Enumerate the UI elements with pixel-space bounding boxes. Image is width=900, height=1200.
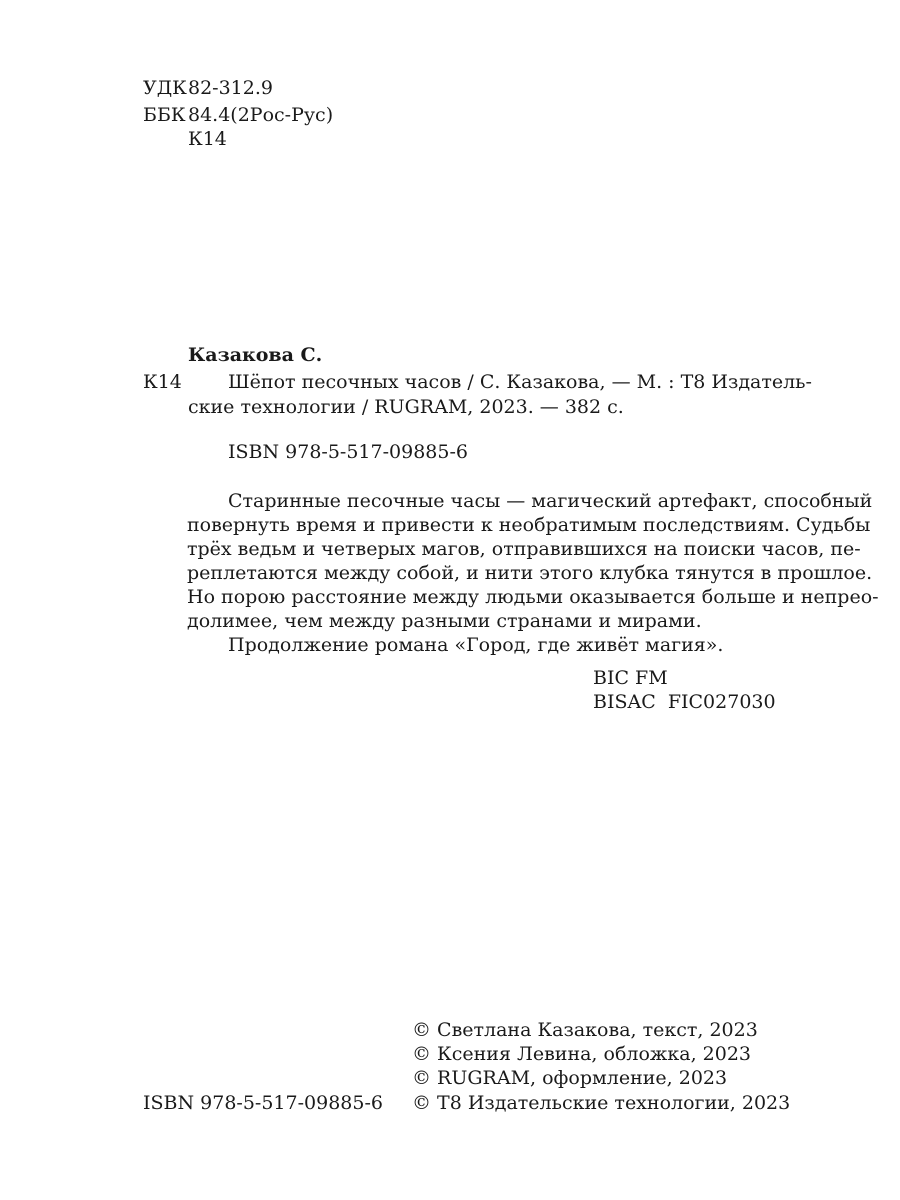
udk-value: 82-312.9 [188, 77, 273, 99]
bbk-value: 84.4(2Рос-Рус) [188, 104, 334, 126]
bic-code: BIC FM [593, 667, 668, 689]
footer-isbn: ISBN 978-5-517-09885-6 [143, 1092, 383, 1114]
copyright-publisher: © Т8 Издательские технологии, 2023 [412, 1092, 791, 1114]
bbk-line [143, 104, 333, 126]
annotation-continuation: Продолжение романа «Город, где живёт магия». [228, 634, 724, 656]
description-line-1: Шёпот песочных часов / С. Казакова, — М. : Т8 Издатель- [228, 371, 812, 393]
bisac-code: BISAC FIC027030 [593, 691, 776, 713]
description-line-2: ские технологии / RUGRAM, 2023. — 382 с. [188, 396, 624, 418]
annotation-line-1: Старинные песочные часы — магический артефакт, способный [228, 490, 873, 512]
annotation-line-3: трёх ведьм и четверых магов, отправившихся на поиски часов, пе- [187, 538, 861, 560]
copyright-design: © RUGRAM, оформление, 2023 [412, 1067, 728, 1089]
annotation-line-6: долимее, чем между разными странами и мирами. [187, 610, 702, 632]
side-mark: К14 [143, 371, 182, 393]
bbk-label: ББК [143, 104, 186, 126]
copyright-author: © Светлана Казакова, текст, 2023 [412, 1019, 758, 1041]
udk-line [143, 77, 273, 99]
isbn-record: ISBN 978-5-517-09885-6 [228, 441, 468, 463]
annotation-line-4: реплетаются между собой, и нити этого клубка тянутся в прошлое. [187, 562, 873, 584]
annotation-line-5: Но порою расстояние между людьми оказывается больше и непрео- [187, 586, 879, 608]
author-mark: К14 [188, 128, 227, 150]
udk-label: УДК [143, 77, 187, 99]
author-heading: Казакова С. [188, 344, 323, 366]
annotation-line-2: повернуть время и привести к необратимым последствиям. Судьбы [187, 514, 871, 536]
copyright-cover: © Ксения Левина, обложка, 2023 [412, 1043, 752, 1065]
